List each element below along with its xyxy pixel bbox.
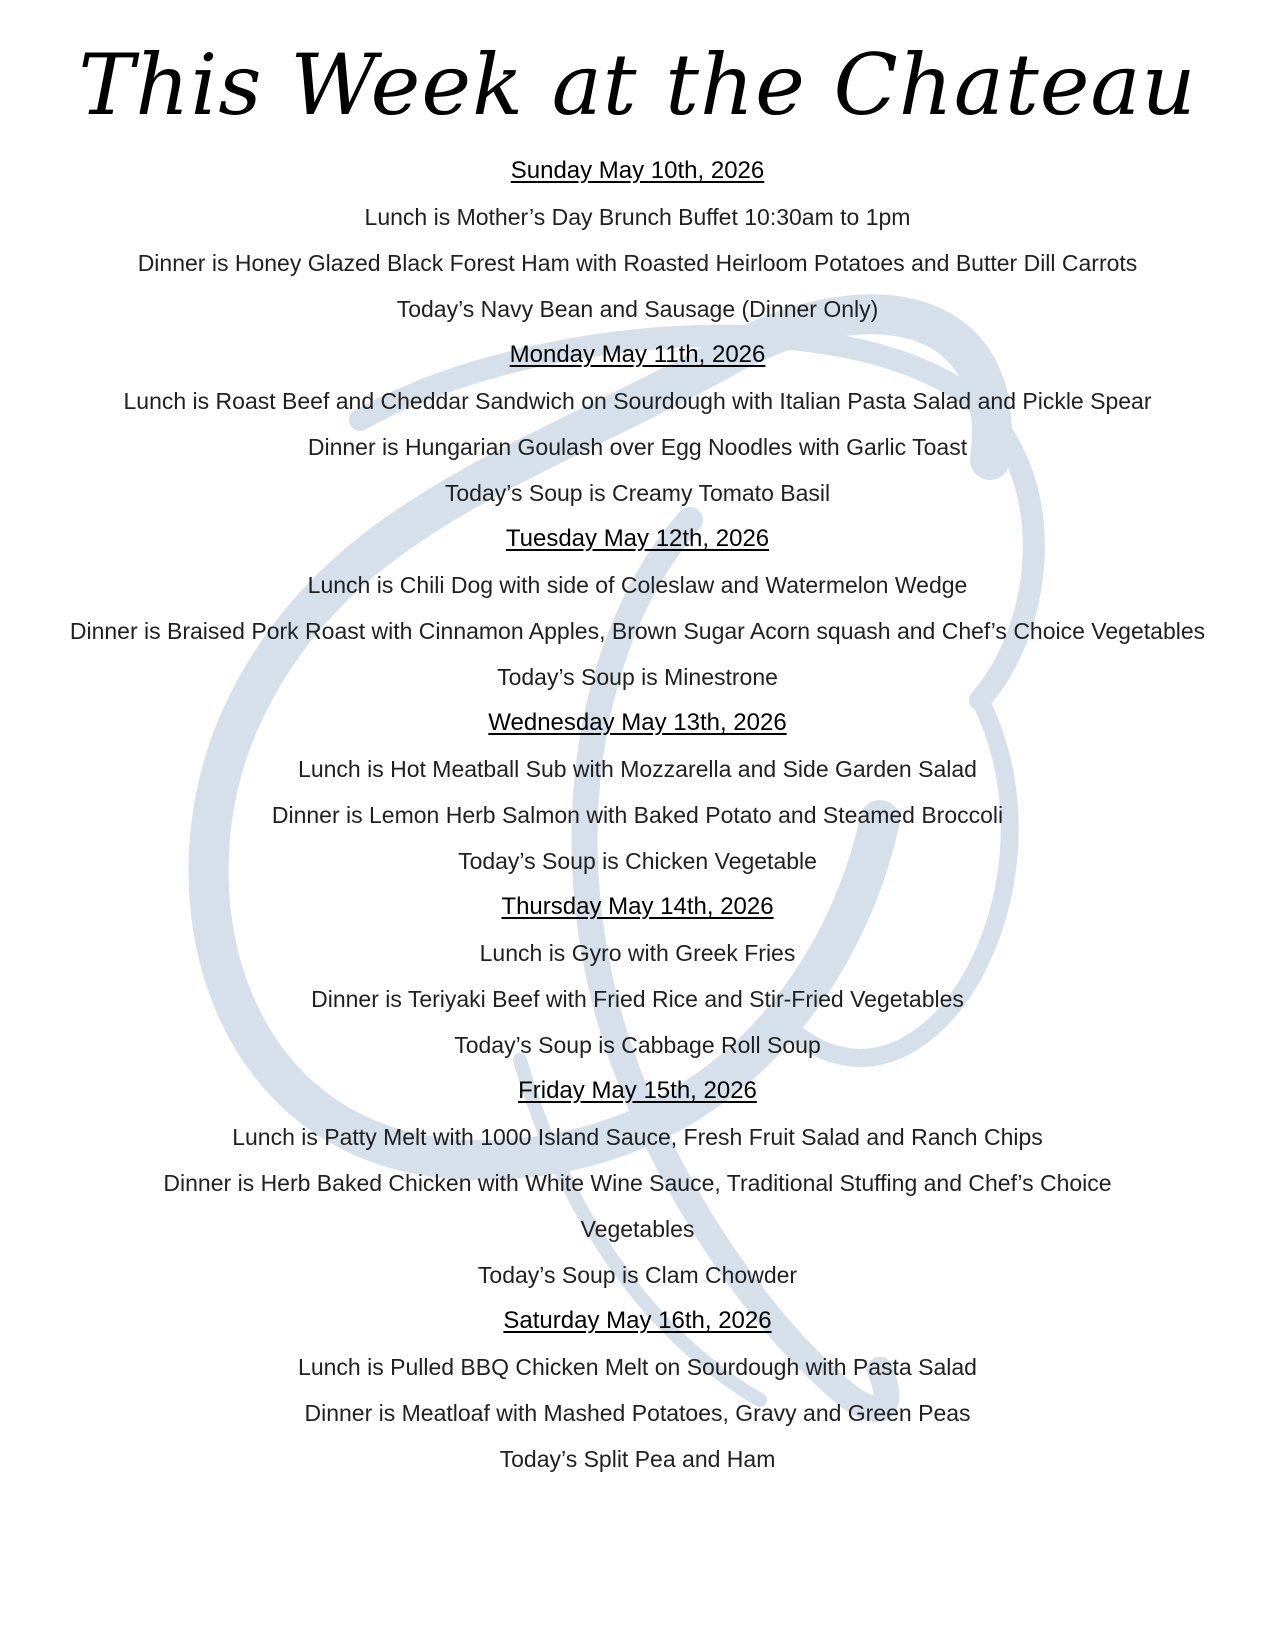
day-block	[45, 884, 1230, 1068]
menu-item: Today’s Navy Bean and Sausage (Dinner Only)	[396, 296, 879, 322]
page-title: This Week at the Chateau	[78, 36, 1197, 134]
menu-item: Lunch is Patty Melt with 1000 Island Sauce, Fresh Fruit Salad and Ranch Chips	[232, 1124, 1043, 1150]
day-block	[45, 332, 1230, 516]
menu-item: Dinner is Honey Glazed Black Forest Ham with Roasted Heirloom Potatoes and Butter Dill Carrots	[137, 250, 1138, 276]
menu-item: Lunch is Pulled BBQ Chicken Melt on Sourdough with Pasta Salad	[298, 1354, 977, 1380]
day-block	[45, 516, 1230, 700]
menu-item: Lunch is Hot Meatball Sub with Mozzarella and Side Garden Salad	[298, 756, 977, 782]
menu-item: Today’s Split Pea and Ham	[499, 1446, 776, 1472]
menu-item: Lunch is Mother’s Day Brunch Buffet 10:30am to 1pm	[364, 204, 911, 230]
menu-item: Lunch is Roast Beef and Cheddar Sandwich on Sourdough with Italian Pasta Salad and Pickle Spear	[123, 388, 1152, 414]
day-block	[45, 700, 1230, 884]
day-block	[45, 1068, 1230, 1298]
menu-item: Dinner is Hungarian Goulash over Egg Noodles with Garlic Toast	[307, 434, 968, 460]
menu-item: Dinner is Teriyaki Beef with Fried Rice and Stir-Fried Vegetables	[311, 986, 964, 1012]
day-heading: Saturday May 16th, 2026	[503, 1307, 772, 1334]
menu-item: Lunch is Chili Dog with side of Coleslaw and Watermelon Wedge	[307, 572, 968, 598]
menu-item: Today’s Soup is Clam Chowder	[477, 1262, 798, 1288]
day-heading: Tuesday May 12th, 2026	[505, 525, 770, 552]
menu-item: Dinner is Herb Baked Chicken with White Wine Sauce, Traditional Stuffing and Chef’s Choice	[163, 1170, 1112, 1196]
day-heading: Sunday May 10th, 2026	[510, 157, 765, 184]
menu-item: Dinner is Meatloaf with Mashed Potatoes, Gravy and Green Peas	[304, 1400, 971, 1426]
menu-item: Lunch is Gyro with Greek Fries	[479, 940, 796, 966]
weekly-menu	[45, 148, 1230, 1482]
menu-item: Dinner is Braised Pork Roast with Cinnamon Apples, Brown Sugar Acorn squash and Chef’s Choice Vegetables	[69, 618, 1206, 644]
menu-item: Today’s Soup is Chicken Vegetable	[458, 848, 817, 874]
menu-item: Today’s Soup is Cabbage Roll Soup	[454, 1032, 821, 1058]
day-heading: Friday May 15th, 2026	[518, 1077, 757, 1104]
day-heading: Wednesday May 13th, 2026	[488, 709, 787, 736]
day-block	[45, 1298, 1230, 1482]
menu-item: Vegetables	[580, 1216, 695, 1242]
day-block	[45, 148, 1230, 332]
menu-item: Today’s Soup is Minestrone	[497, 664, 778, 690]
menu-item: Dinner is Lemon Herb Salmon with Baked Potato and Steamed Broccoli	[271, 802, 1004, 828]
day-heading: Monday May 11th, 2026	[509, 341, 766, 368]
day-heading: Thursday May 14th, 2026	[501, 893, 774, 920]
menu-item: Today’s Soup is Creamy Tomato Basil	[444, 480, 831, 506]
